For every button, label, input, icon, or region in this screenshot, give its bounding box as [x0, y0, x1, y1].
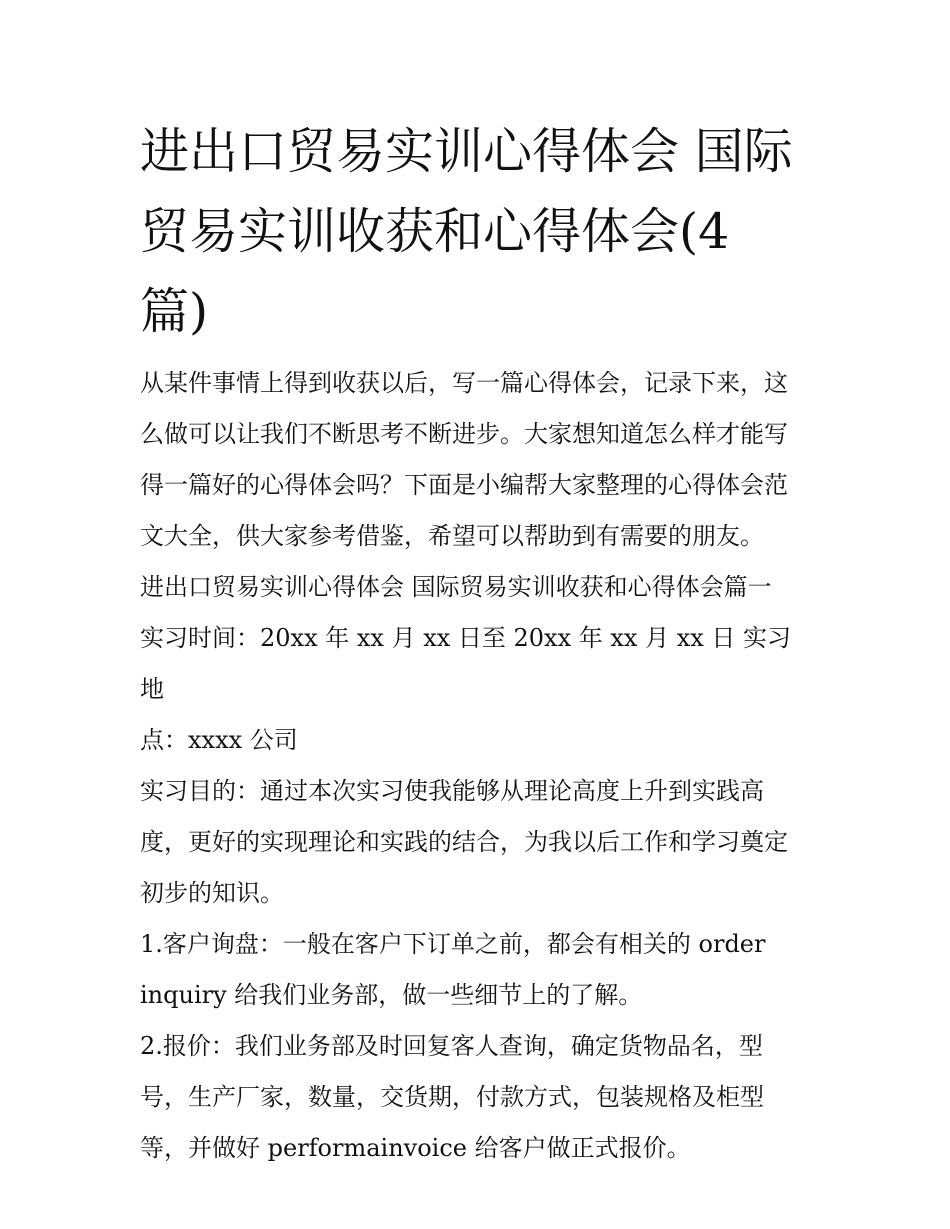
intro-paragraph: 从某件事情上得到收获以后，写一篇心得体会，记录下来，这 么做可以让我们不断思考不断进步。大家想知道怎么样才能写 得一篇好的心得体会吗？下面是小编帮大家整理的心得体会范 文大全，供大家参考借鉴，希望可以帮助到有需要的朋友。 — [140, 369, 788, 550]
internship-purpose-paragraph: 实习目的：通过本次实习使我能够从理论高度上升到实践高 度，更好的实现理论和实践的结合，为我以后工作和学习奠定 初步的知识。 — [140, 777, 788, 907]
customer-inquiry-paragraph: 1.客户询盘：一般在客户下订单之前，都会有相关的 order inquiry 给我们业务部，做一些细节上的了解。 — [140, 930, 766, 1009]
internship-time-paragraph: 实习时间：20xx 年 xx 月 xx 日至 20xx 年 xx 月 xx 日 实习地 点：xxxx 公司 — [140, 624, 792, 754]
document-page — [140, 112, 812, 1174]
quotation-paragraph: 2.报价：我们业务部及时回复客人查询，确定货物品名，型 号，生产厂家，数量，交货期，付款方式，包装规格及柜型 等，并做好 performainvoice 给客户做正式报价。 — [140, 1032, 764, 1162]
section-heading: 进出口贸易实训心得体会 国际贸易实训收获和心得体会篇一 — [140, 573, 772, 601]
document-title: 进出口贸易实训心得体会 国际 贸易实训收获和心得体会(4 篇) — [140, 123, 793, 340]
